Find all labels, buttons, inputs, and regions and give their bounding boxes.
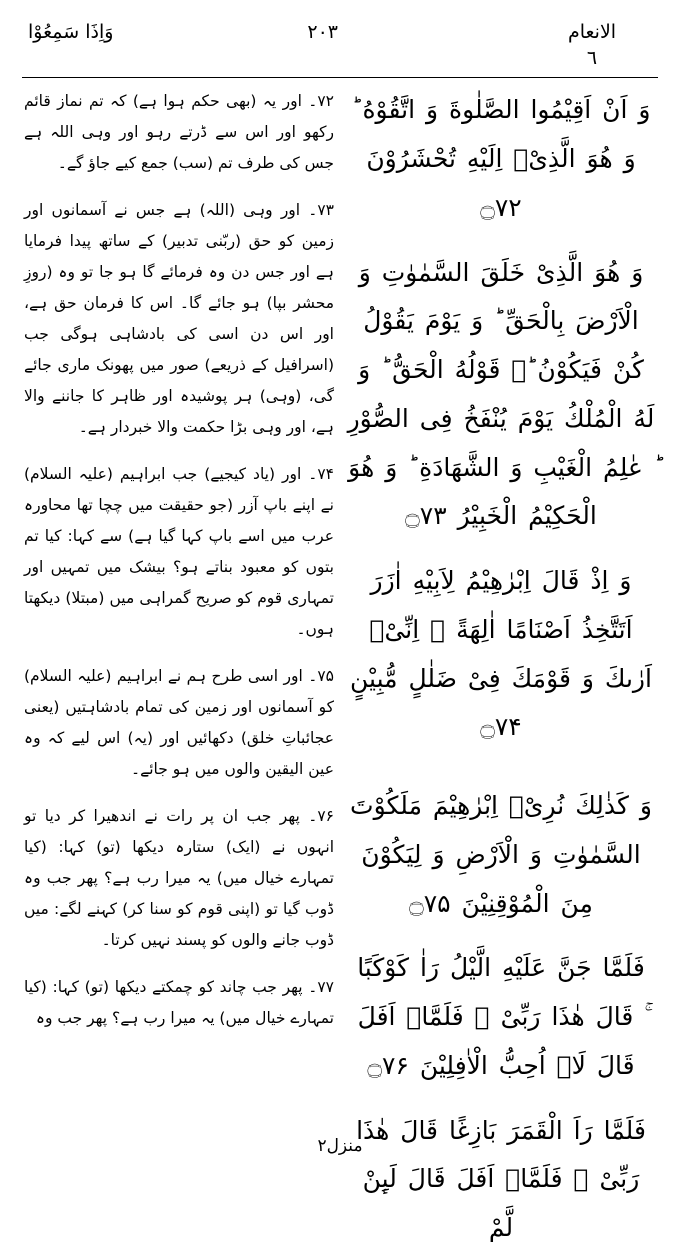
manzil-label: منزل۲ (317, 1136, 363, 1156)
page-footer (0, 1136, 680, 1156)
ayah-verse: وَ كَذٰلِكَ نُرِیْۤ اِبْرٰهِیْمَ مَلَكُوْتَ السَّمٰوٰتِ وَ الْاَرْضِ وَ لِیَكُوْنَ مِنَ الْمُوْقِنِیْنَ ۝۷۵ (350, 791, 652, 918)
para-number: ٦ (586, 46, 598, 69)
translation-paragraph: ۷۴۔ اور (یاد کیجیے) جب ابراہیم (علیہ السلام) نے اپنے باپ آزر (جو حقیقت میں چچا تھا محاورہ عرب میں اسے باپ کہا گیا ہے) سے کہا: کیا تم بتوں کو معبود بناتے ہو؟ بیشک میں تمہیں اور تمہاری قوم کو صریح گمراہی میں (مبتلا) دیکھتا ہوں۔ (24, 465, 334, 639)
page-number: ۲۰۳ (307, 21, 339, 43)
surah-info (532, 20, 652, 71)
ayah-verse: وَ اِذْ قَالَ اِبْرٰهِیْمُ لِاَبِیْهِ اٰزَرَ اَتَتَّخِذُ اَصْنَامًا اٰلِهَةً ۚ اِنِّیْۤ اَرٰىكَ وَ قَوْمَكَ فِیْ ضَلٰلٍ مُّبِیْنٍ ۝۷۴ (350, 566, 652, 742)
page-header (16, 18, 664, 71)
urdu-translation-column (16, 86, 340, 1126)
surah-name: الانعام (567, 21, 617, 43)
translation-paragraph: ۷۲۔ اور یہ (بھی حکم ہوا ہے) کہ تم نماز قائم رکھو اور اس سے ڈرتے رہو اور وہی اللہ ہے جس کی طرف تم (سب) جمع کیے جاؤ گے۔ (24, 92, 334, 173)
ayah-verse: وَ اَنْ اَقِیْمُوا الصَّلٰوةَ وَ اتَّقُوْهُ ؕ وَ هُوَ الَّذِیْۤ اِلَیْهِ تُحْشَرُوْنَ ۝۷۲ (351, 95, 651, 222)
ayah-verse: فَلَمَّا جَنَّ عَلَیْهِ الَّیْلُ رَاٰ كَوْكَبًا ۚ قَالَ هٰذَا رَبِّیْ ۚ فَلَمَّاۤ اَفَلَ قَالَ لَاۤ اُحِبُّ الْاٰفِلِیْنَ ۝۷۶ (357, 953, 645, 1080)
translation-paragraph: ۷۵۔ اور اسی طرح ہم نے ابراہیم (علیہ السلام) کو آسمانوں اور زمین کی تمام بادشاہتیں (یعنی عجائباتِ خلق) دکھائیں اور (یہ) اس لیے کہ وہ عین الیقین والوں میں ہو جائے۔ (24, 667, 334, 779)
translation-paragraph: ۷۷۔ پھر جب چاند کو چمکتے دیکھا (تو) کہا: (کیا تمہارے خیال میں) یہ میرا رب ہے؟ پھر جب وہ (24, 978, 334, 1028)
juz-title: وَاِذَا سَمِعُوْا (28, 21, 114, 43)
ayah-verse: وَ هُوَ الَّذِیْ خَلَقَ السَّمٰوٰتِ وَ الْاَرْضَ بِالْحَقِّ ؕ وَ یَوْمَ یَقُوْلُ كُنْ فَیَكُوْنُ ؕ۬ قَوْلُهُ الْحَقُّ ؕ وَ لَهُ الْمُلْكُ یَوْمَ یُنْفَخُ فِی الصُّوْرِ ؕ عٰلِمُ الْغَیْبِ وَ الشَّهَادَةِ ؕ وَ هُوَ الْحَكِیْمُ الْخَبِیْرُ ۝۷۳ (347, 257, 655, 531)
translation-paragraph: ۷۶۔ پھر جب ان پر رات نے اندھیرا کر دیا تو انہوں نے (ایک) ستارہ دیکھا (تو) کہا: (کیا تمہارے خیال میں) یہ میرا رب ہے؟ پھر جب وہ ڈوب گیا تو (اپنی قوم کو سنا کر) کہنے لگے: میں ڈوب جانے والوں کو پسند نہیں کرتا۔ (24, 807, 334, 950)
ayah-verse: فَلَمَّا رَاَ الْقَمَرَ بَازِغًا قَالَ هٰذَا رَبِّیْ ۚ فَلَمَّاۤ اَفَلَ قَالَ لَىِٕنْ لَّمْ (356, 1115, 646, 1243)
translation-paragraph: ۷۳۔ اور وہی (اللہ) ہے جس نے آسمانوں اور زمین کو حق (ربّنی تدبیر) کے ساتھ پیدا فرمایا ہے اور جس دن وہ فرمائے گا ہو جا تو وہ (روزِ محشر بپا) ہو جائے گا۔ اس کا فرمان حق ہے، اور اس دن اسی کی بادشاہی ہوگی جب (اسرافیل کے ذریعے) صور میں پھونک ماری جائے گی، (وہی) ہر پوشیدہ اور ظاہر کا جاننے والا ہے، اور وہی بڑا حکمت والا خبردار ہے۔ (24, 201, 334, 437)
header-divider (22, 77, 658, 78)
